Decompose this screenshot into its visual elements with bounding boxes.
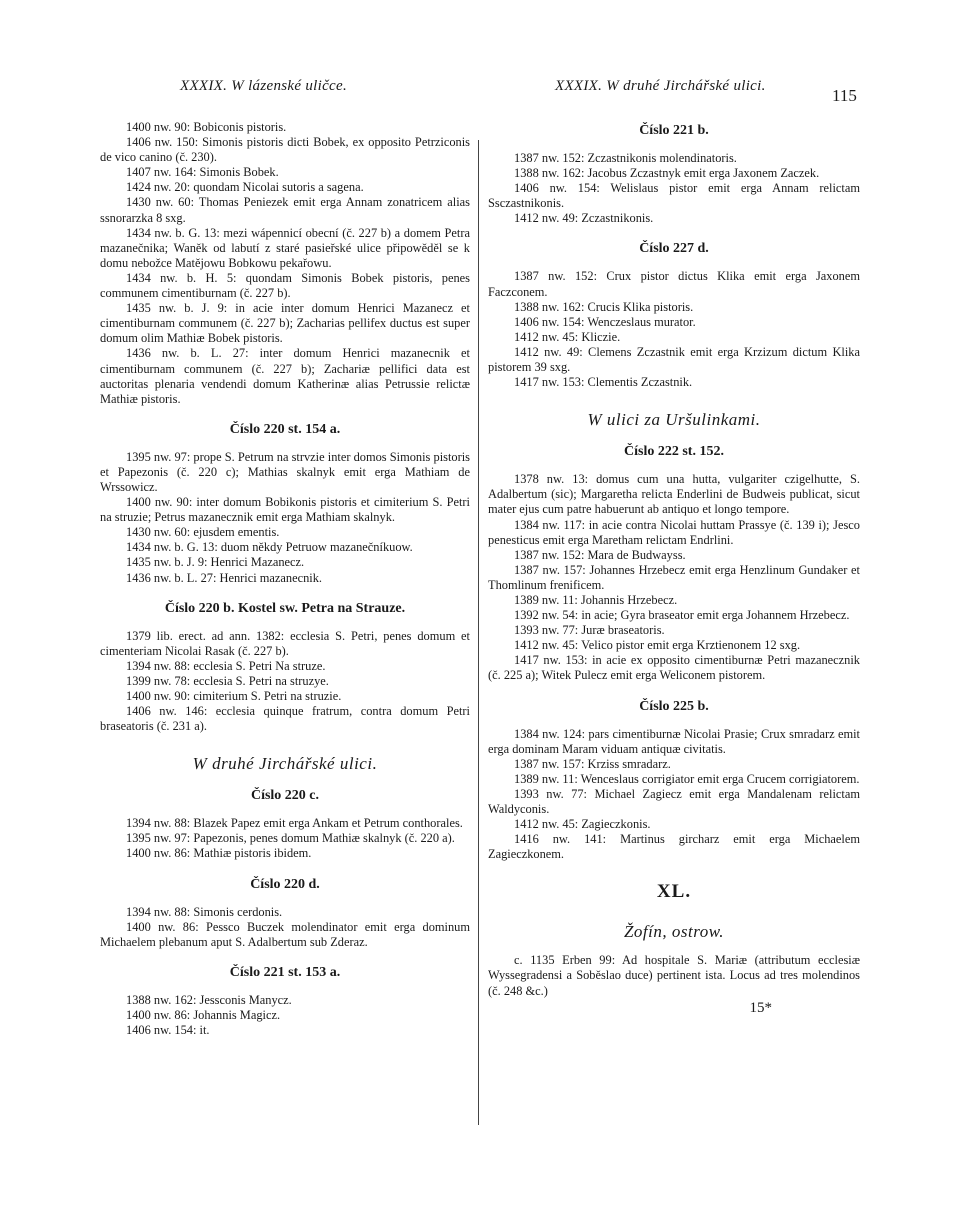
record-entry: 1389 nw. 11: Wenceslaus corrigiator emit erga Crucem corrigiatorem. (514, 771, 860, 786)
record-entry: 1430 nw. 60: Thomas Peniezek emit erga Annam zonatricem alias ssnorarzka 8 sxg. (100, 195, 470, 225)
record-entry: 1400 nw. 90: cimiterium S. Petri na struzie. (126, 689, 342, 703)
record-entry: 1400 nw. 90: Bobiconis pistoris. (126, 120, 287, 134)
house-number-heading: Číslo 220 d. (250, 876, 320, 892)
record-entry: 1400 nw. 90: inter domum Bobikonis pistoris et cimiterium S. Petri na struzie; Petrus mazanecznik emit erga Mathiam skalnyk. (100, 495, 470, 525)
record-entry: 1393 nw. 77: Michael Zagiecz emit erga Mandalenam relictam Waldyconis. (488, 786, 860, 816)
house-number-heading: Číslo 221 st. 153 a. (229, 964, 341, 980)
record-entry: 1400 nw. 86: Johannis Magicz. (126, 1007, 281, 1022)
record-entry: 1395 nw. 97: Papezonis, penes domum Mathiæ skalnyk (č. 220 a). (126, 831, 455, 846)
record-entry: 1387 nw. 152: Mara de Budwayss. (514, 547, 686, 562)
record-entry: 1388 nw. 162: Crucis Klika pistoris. (514, 299, 694, 314)
street-section-title: W druhé Jirchářské ulici. (192, 754, 378, 774)
record-entry: 1406 nw. 154: Welislaus pistor emit erga Annam relictam Ssczastnikonis. (488, 181, 860, 211)
record-entry: 1417 nw. 153: Clementis Zczastnik. (514, 375, 693, 390)
running-header-left: XXXIX. W lázenské uličce. (180, 78, 348, 94)
record-entry: 1394 nw. 88: Simonis cerdonis. (126, 904, 283, 919)
record-entry: 1387 nw. 157: Krziss smradarz. (514, 756, 671, 771)
record-entry: 1407 nw. 164: Simonis Bobek. (126, 165, 279, 180)
record-entry: 1424 nw. 20: quondam Nicolai sutoris a sagena. (126, 180, 364, 195)
record-entry: 1412 nw. 49: Zczastnikonis. (514, 211, 654, 226)
record-entry: 1394 nw. 88: ecclesia S. Petri Na struze. (126, 658, 326, 673)
record-entry: 1388 nw. 162: Jacobus Zczastnyk emit erga Jaxonem Zaczek. (514, 166, 820, 181)
house-number-heading: Číslo 220 st. 154 a. (229, 421, 341, 437)
house-number-heading: Číslo 221 b. (639, 123, 709, 138)
record-entry: 1434 nw. b. G. 13: duom někdy Petruow mazanečníkuow. (126, 540, 413, 555)
record-entry: 1378 nw. 13: domus cum una hutta, vulgariter czigelhutte, S. Adalbertum (sic); Margaretha relicta Enderlini de Budweis publicat, sicut mater ejus cum patre habuerunt ab antiquo et longo tempore. (488, 472, 860, 517)
record-entry: 1387 nw. 152: Zczastnikonis molendinatoris. (514, 151, 737, 165)
record-entry: 1406 nw. 154: Wenczeslaus murator. (514, 314, 696, 329)
house-number-heading: Číslo 220 c. (250, 788, 320, 804)
house-number-heading: Číslo 220 b. Kostel sw. Petra na Strauze. (164, 600, 406, 616)
record-entry: 1435 nw. b. J. 9: Henrici Mazanecz. (126, 555, 305, 570)
record-entry: 1412 nw. 45: Velico pistor emit erga Krztienonem 12 sxg. (514, 638, 801, 653)
record-entry: 1436 nw. b. L. 27: Henrici mazanecnik. (126, 570, 323, 585)
record-entry: c. 1135 Erben 99: Ad hospitale S. Mariæ (attributum ecclesiæ Wyssegradensi a Soběslao duce) pertinent ista. Locus ad tres molendinos (č. 248 &c.) (488, 953, 860, 998)
record-entry: 1387 nw. 157: Johannes Hrzebecz emit erga Henzlinum Gundaker et Thomlinum frenificem. (488, 562, 860, 592)
chapter-number: XL. (656, 881, 692, 903)
record-entry: 1416 nw. 141: Martinus gircharz emit erga Michaelem Zagieczkonem. (488, 832, 860, 862)
running-header-right: XXXIX. W druhé Jirchářské ulici. (555, 78, 766, 94)
record-entry: 1406 nw. 150: Simonis pistoris dicti Bobek, ex opposito Petrziconis de vico canino (č. 230). (100, 135, 470, 165)
record-entry: 1389 nw. 11: Johannis Hrzebecz. (514, 592, 678, 607)
record-entry: 1392 nw. 54: in acie; Gyra braseator emit erga Johannem Hrzebecz. (514, 608, 850, 623)
record-entry: 1430 nw. 60: ejusdem ementis. (126, 525, 280, 540)
record-entry: 1412 nw. 49: Clemens Zczastnik emit erga Krzizum dictum Klika pistorem 39 sxg. (488, 344, 860, 375)
record-entry: 1399 nw. 78: ecclesia S. Petri na struzye. (126, 673, 329, 688)
column-divider (478, 140, 479, 1125)
house-number-heading: Číslo 225 b. (639, 698, 709, 714)
page-number: 115 (832, 86, 857, 105)
record-entry: 1434 nw. b. H. 5: quondam Simonis Bobek pistoris, penes communem cimentiburnam (č. 227 b). (100, 270, 470, 301)
record-entry: 1417 nw. 153: in acie ex opposito cimentiburnæ Petri mazanecznik (č. 225 a); Witek Pulecz emit erga Weliconem pistorem. (488, 653, 860, 683)
record-entry: 1406 nw. 146: ecclesia quinque fratrum, contra domum Petri braseatoris (č. 231 a). (100, 704, 470, 734)
left-column (100, 120, 470, 1038)
record-entry: 1387 nw. 152: Crux pistor dictus Klika emit erga Jaxonem Faczconem. (488, 269, 860, 299)
street-section-title: W ulici za Uršulinkami. (587, 410, 761, 430)
street-section-title: Žofín, ostrow. (623, 922, 725, 942)
record-entry: 1384 nw. 124: pars cimentiburnæ Nicolai Prasie; Crux smradarz emit erga dominam Maram viduam antiquæ civitatis. (488, 726, 860, 756)
record-entry: 1434 nw. b. G. 13: mezi wápennicí obecní (č. 227 b) a domem Petra mazanečnika; Waněk od labutí z staré pasieřské ulice připowěděl se k domu nebožce Matějowu Bobkowu pekařowu. (100, 225, 470, 270)
record-entry: 1435 nw. b. J. 9: in acie inter domum Henrici Mazanecz et cimentiburnam communem (č. 227 b); Zacharias pellifex ductus est super domum olim Mathiæ Bobek pistoris. (100, 301, 470, 346)
record-entry: 1393 nw. 77: Juræ braseatoris. (514, 623, 665, 638)
record-entry: 1436 nw. b. L. 27: inter domum Henrici mazanecnik et cimentiburnam communem (č. 227 b); Zachariæ pellifici data est auctoritas plenaria vendendi domum Katherinæ alias Petrussie relictæ Mathiæ pistoris. (100, 346, 470, 406)
signature-mark: 15* (749, 999, 772, 1016)
record-entry: 1388 nw. 162: Jessconis Manycz. (126, 992, 292, 1007)
record-entry: 1395 nw. 97: prope S. Petrum na strvzie inter domos Simonis pistoris et Papezonis (č. 220 c); Mathias skalnyk emit erga Mathiam de Wrssowicz. (100, 449, 470, 494)
record-entry: 1400 nw. 86: Pessco Buczek molendinator emit erga dominum Michaelem plebanum aput S. Adalbertum sub Zderaz. (100, 919, 470, 949)
record-entry: 1379 lib. erect. ad ann. 1382: ecclesia S. Petri, penes domum et cimenteriam Nicolai Rasak (č. 227 b). (100, 628, 470, 658)
record-entry: 1412 nw. 45: Kliczie. (514, 329, 621, 344)
house-number-heading: Číslo 227 d. (639, 241, 709, 257)
record-entry: 1412 nw. 45: Zagieczkonis. (514, 817, 651, 832)
record-entry: 1384 nw. 117: in acie contra Nicolai huttam Prassye (č. 139 i); Jesco penesticus emit erga Maretham relictam Endrlini. (488, 517, 860, 547)
record-entry: 1394 nw. 88: Blazek Papez emit erga Ankam et Petrum conthorales. (126, 816, 463, 831)
record-entry: 1400 nw. 86: Mathiæ pistoris ibidem. (126, 846, 312, 861)
record-entry: 1406 nw. 154: it. (126, 1023, 210, 1038)
house-number-heading: Číslo 222 st. 152. (624, 444, 724, 460)
right-column (488, 120, 860, 1016)
